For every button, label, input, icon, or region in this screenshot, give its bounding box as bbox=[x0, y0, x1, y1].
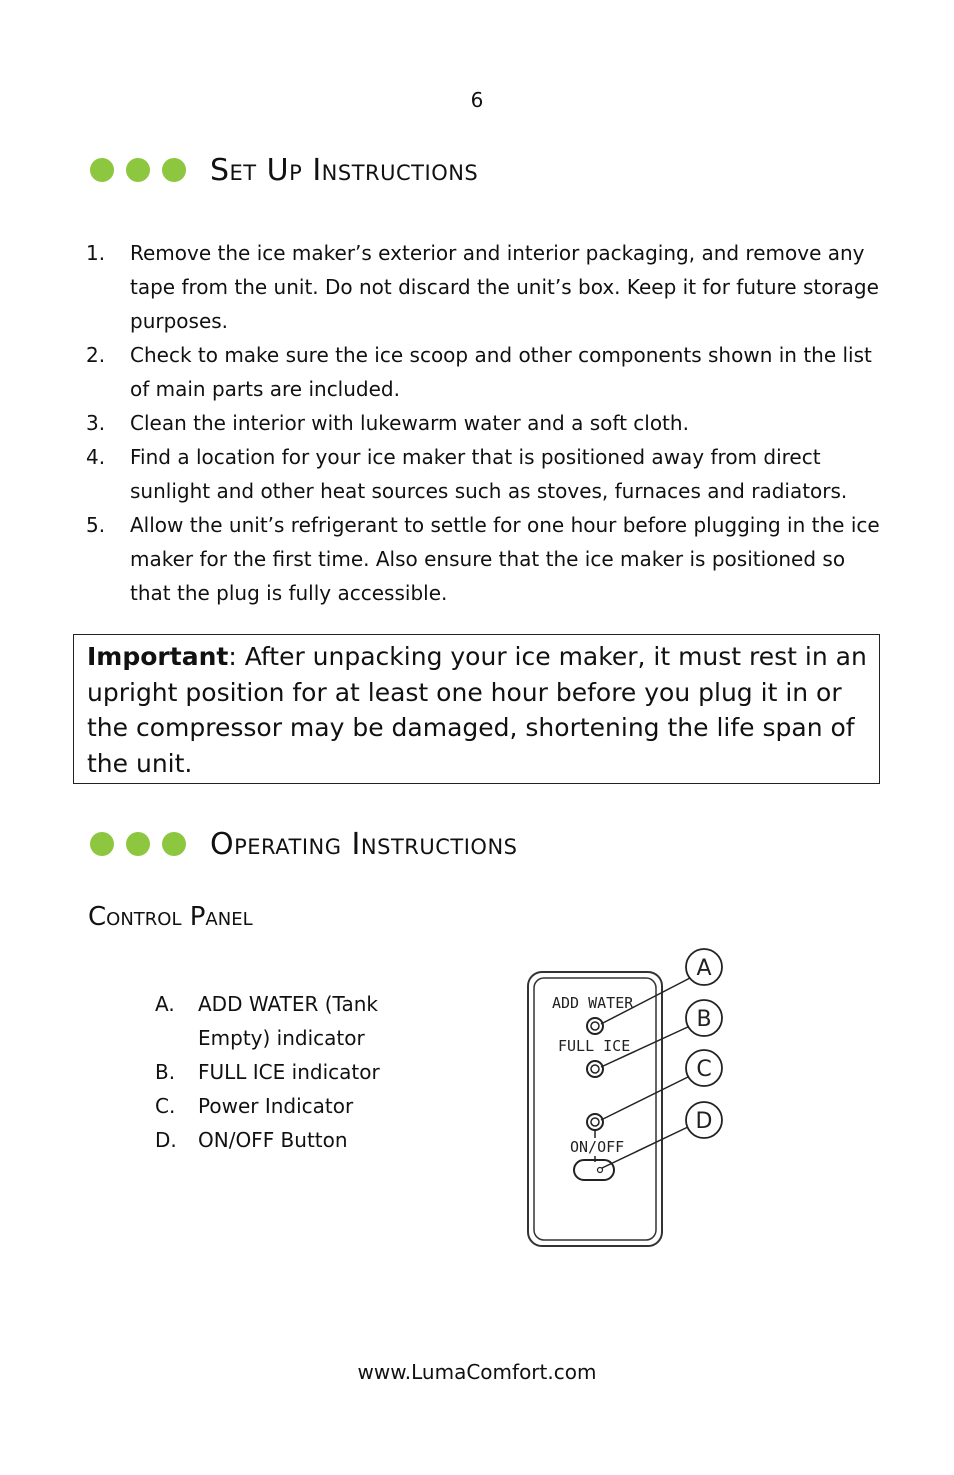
control-panel-diagram bbox=[500, 940, 750, 1260]
on-off-button-icon bbox=[574, 1160, 614, 1180]
operating-section-header bbox=[90, 824, 518, 864]
setup-steps-list bbox=[86, 236, 886, 610]
control-panel-items-list bbox=[155, 987, 435, 1157]
list-item: 5. Allow the unit’s refrigerant to settle for one hour before plugging in the ice maker for the first time. Also ensure that the ice maker is positioned so that the plug is fully accessible. bbox=[86, 513, 880, 605]
important-text: : After unpacking your ice maker, it must rest in an upright position for at least one hour before you plug it in or the compressor may be damaged, shortening the life span of the unit. bbox=[87, 642, 867, 778]
callout-label-d: D bbox=[695, 1109, 713, 1134]
important-notice-box bbox=[73, 634, 880, 784]
add-water-indicator-icon bbox=[587, 1018, 603, 1034]
callout-line-c bbox=[601, 1076, 690, 1120]
list-item: 3. Clean the interior with lukewarm water and a soft cloth. bbox=[86, 411, 689, 435]
setup-section-header bbox=[90, 150, 478, 190]
list-item: B. FULL ICE indicator bbox=[155, 1060, 380, 1084]
panel-outer-outline bbox=[528, 972, 662, 1246]
operating-title: Operating Instructions bbox=[210, 826, 518, 862]
callout-label-a: A bbox=[696, 956, 712, 981]
control-panel-subtitle: Control Panel bbox=[88, 902, 253, 932]
list-item: A. ADD WATER (Tank Empty) indicator bbox=[155, 992, 378, 1050]
footer-url: www.LumaComfort.com bbox=[357, 1360, 597, 1384]
full-ice-label: FULL ICE bbox=[558, 1037, 631, 1055]
page-number: 6 bbox=[470, 88, 484, 112]
callout-label-c: C bbox=[696, 1057, 712, 1082]
callout-label-b: B bbox=[696, 1007, 712, 1032]
power-indicator-icon bbox=[587, 1114, 603, 1130]
list-item: C. Power Indicator bbox=[155, 1094, 354, 1118]
list-item: 1. Remove the ice maker’s exterior and interior packaging, and remove any tape from the unit. Do not discard the unit’s box. Keep it for future storage purposes. bbox=[86, 241, 879, 333]
full-ice-indicator-icon bbox=[587, 1061, 603, 1077]
green-dots-icon bbox=[90, 832, 186, 856]
on-off-label: ON/OFF bbox=[570, 1138, 625, 1156]
green-dots-icon bbox=[90, 158, 186, 182]
list-item: 2. Check to make sure the ice scoop and other components shown in the list of main parts are included. bbox=[86, 343, 872, 401]
important-label: Important bbox=[87, 642, 229, 671]
add-water-label: ADD WATER bbox=[552, 994, 634, 1012]
list-item: D. ON/OFF Button bbox=[155, 1128, 348, 1152]
setup-title: Set Up Instructions bbox=[210, 152, 479, 188]
list-item: 4. Find a location for your ice maker that is positioned away from direct sunlight and other heat sources such as stoves, furnaces and radiators. bbox=[86, 445, 848, 503]
